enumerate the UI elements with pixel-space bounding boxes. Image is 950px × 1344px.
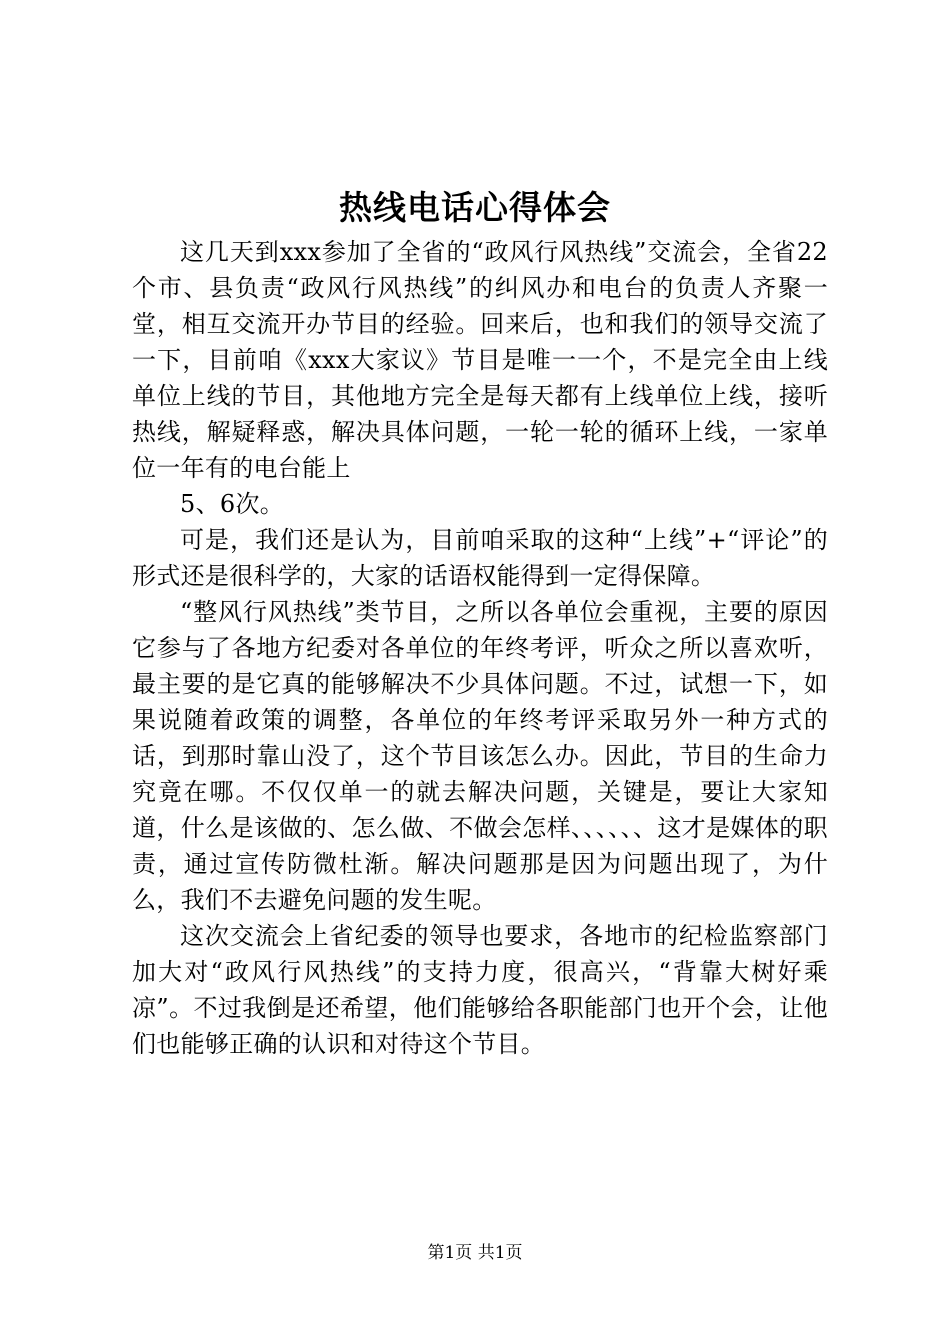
document-title: 热线电话心得体会 [339,188,611,227]
paragraph-5: 这次交流会上省纪委的领导也要求，各地市的纪检监察部门加大对“政风行风热线”的支持力度，很高兴，“背靠大树好乘凉”。不过我倒是还希望，他们能够给各职能部门也开个会，让他们也能够正确的认识和对待这个节目。 [132,922,828,1058]
paragraph-2: 5、6次。 [180,490,285,518]
document-body [132,234,828,1062]
paragraph-4: “整风行风热线”类节目，之所以各单位会重视，主要的原因它参与了各地方纪委对各单位的年终考评，听众之所以喜欢听，最主要的是它真的能够解决不少具体问题。不过，试想一下，如果说随着政策的调整，各单位的年终考评采取另外一种方式的话，到那时靠山没了，这个节目该怎么办。因此，节目的生命力究竟在哪。不仅仅单一的就去解决问题，关键是，要让大家知道，什么是该做的、怎么做、不做会怎样、、、、、、这才是媒体的职责，通过宣传防微杜渐。解决问题那是因为问题出现了，为什么，我们不去避免问题的发生呢。 [132,598,828,914]
paragraph-3: 可是，我们还是认为，目前咱采取的这种“上线”+“评论”的形式还是很科学的，大家的话语权能得到一定得保障。 [132,526,828,590]
paragraph-1: 这几天到xxx参加了全省的“政风行风热线”交流会，全省22个市、县负责“政风行风热线”的纠风办和电台的负责人齐聚一堂，相互交流开办节目的经验。回来后，也和我们的领导交流了一下，目前咱《xxx大家议》节目是唯一一个，不是完全由上线单位上线的节目，其他地方完全是每天都有上线单位上线，接听热线，解疑释惑，解决具体问题，一轮一轮的循环上线，一家单位一年有的电台能上 [132,238,828,482]
page-footer: 第1页 共1页 [427,1243,523,1263]
